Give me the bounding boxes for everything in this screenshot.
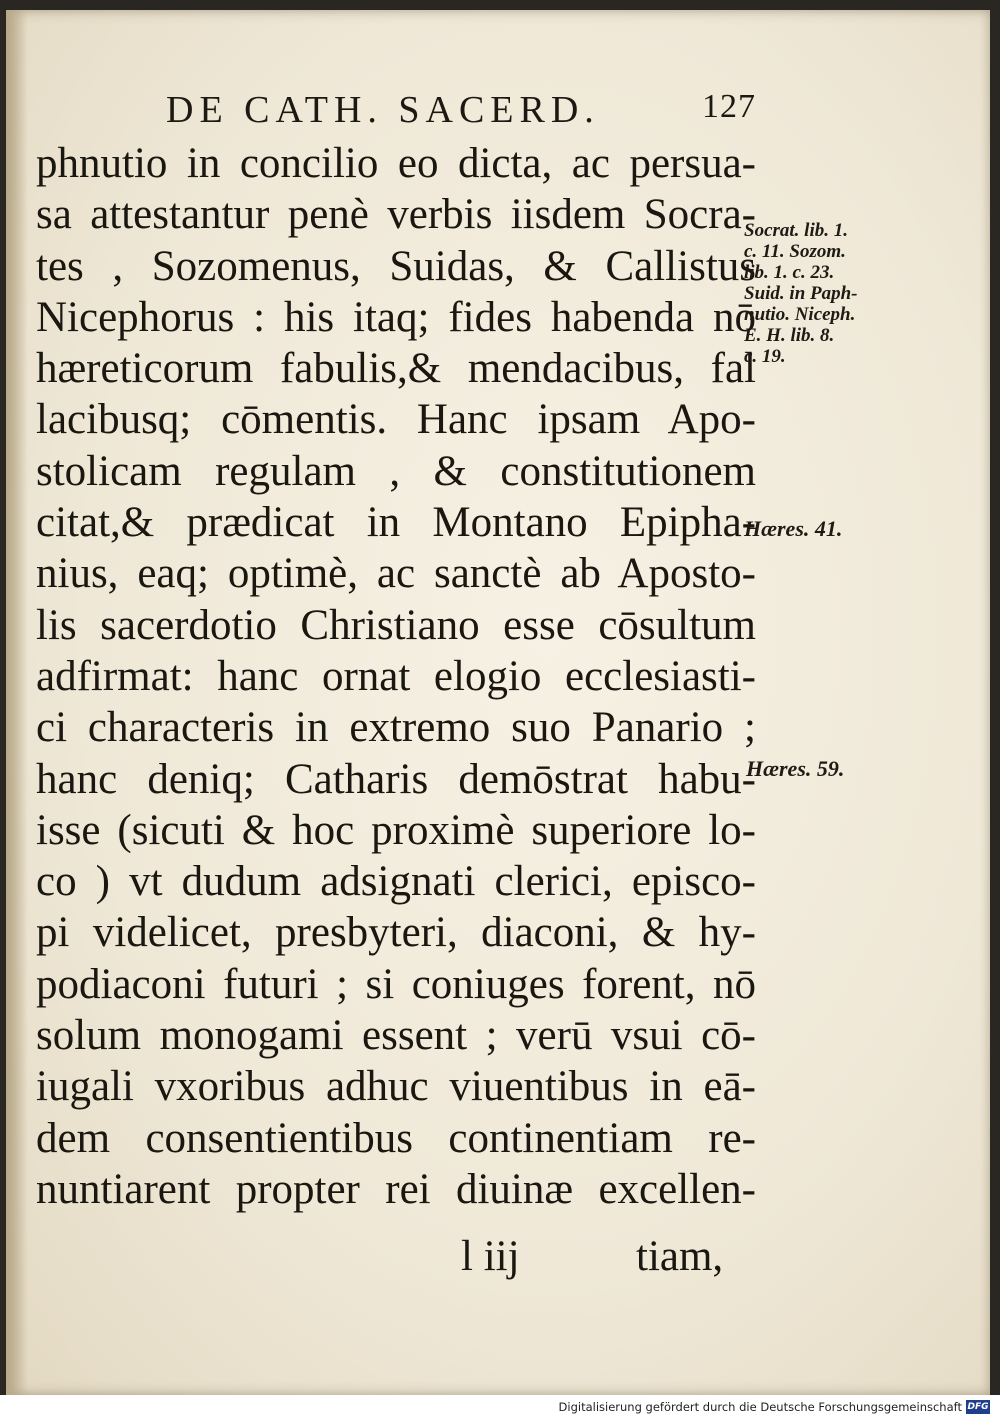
marginal-note-line: c. 19. (744, 346, 786, 367)
marginal-note-line: c. 11. Sozom. (744, 241, 846, 262)
text-line: pi videlicet, presbyteri, diaconi, & hy- (36, 909, 756, 957)
text-line: hanc deniq; Catharis demōstrat habu- (36, 755, 756, 803)
text-line: tes , Sozomenus, Suidas, & Callistus (36, 242, 756, 290)
catchword: tiam, (636, 1233, 724, 1280)
text-line: nius, eaq; optimè, ac sanctè ab Aposto- (36, 550, 756, 598)
dfg-logo-icon: DFG (967, 1402, 989, 1412)
text-line: co ) vt dudum adsignati clerici, episco- (36, 858, 756, 906)
text-line: podiaconi futuri ; si coniuges forent, nō (36, 960, 756, 1008)
book-page (6, 10, 990, 1395)
signature-mark: l iij (461, 1233, 520, 1280)
page-number: 127 (702, 88, 756, 125)
text-line: dem consentientibus continentiam re- (36, 1114, 756, 1162)
text-line: iugali vxoribus adhuc viuentibus in eā- (36, 1063, 756, 1111)
text-line: citat,& prædicat in Montano Epipha- (36, 499, 756, 547)
text-line: ci characteris in extremo suo Panario ; (36, 704, 756, 752)
marginal-note-line: Suid. in Paph- (744, 283, 858, 304)
text-line: nuntiarent propter rei diuinæ excellen- (36, 1165, 756, 1213)
text-line: stolicam regulam , & constitutionem (36, 447, 756, 495)
body-text (36, 138, 756, 1215)
marginal-note-haeres-59: Hæres. 59. (746, 756, 845, 781)
text-line: hæreticorum fabulis,& mendacibus, fal (36, 345, 756, 393)
text-line: solum monogami essent ; verū vsui cō- (36, 1012, 756, 1060)
marginal-note-line: lib. 1. c. 23. (744, 262, 835, 283)
marginal-note-line: Socrat. lib. 1. (744, 220, 848, 241)
text-line: sa attestantur penè verbis iisdem Socra- (36, 191, 756, 239)
text-line: isse (sicuti & hoc proximè superiore lo- (36, 806, 756, 854)
marginal-note-line: E. H. lib. 8. (744, 325, 835, 346)
text-line: adfirmat: hanc ornat elogio ecclesiasti- (36, 652, 756, 700)
funding-credit: Digitalisierung gefördert durch die Deutsche Forschungsgemeinschaft (558, 1400, 962, 1414)
footer-bar (0, 1395, 1000, 1420)
marginal-note-sources (744, 220, 858, 367)
text-line: lis sacerdotio Christiano esse cōsultum (36, 601, 756, 649)
text-line: lacibusq; cōmentis. Hanc ipsam Apo- (36, 396, 756, 444)
marginal-note-line: nutio. Niceph. (744, 304, 856, 325)
running-header (166, 88, 756, 132)
text-line: phnutio in concilio eo dicta, ac persua- (36, 140, 756, 187)
page-gutter-shadow (6, 10, 28, 1395)
running-title: DE CATH. SACERD. (166, 89, 600, 131)
marginal-note-haeres-41: Hæres. 41. (744, 516, 843, 541)
text-line: Nicephorus : his itaq; fides habenda nō (36, 293, 756, 341)
